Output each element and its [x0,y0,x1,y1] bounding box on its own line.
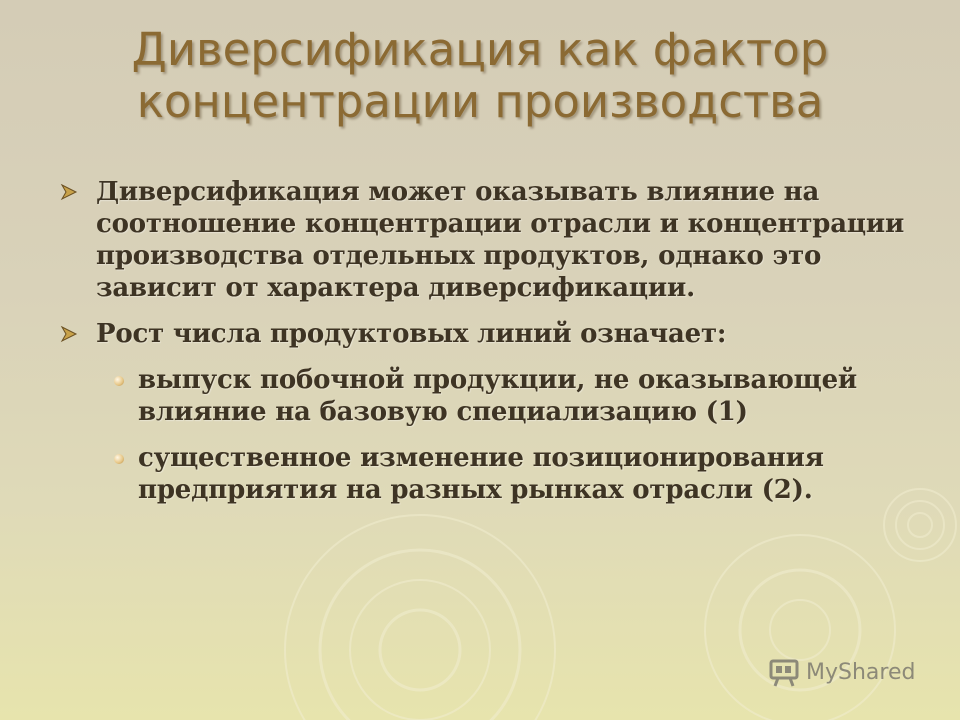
slide-title [40,24,920,128]
presentation-board-icon [768,656,800,688]
watermark-logo [768,654,915,690]
bullet-item [58,318,918,350]
bullet-item [58,176,918,304]
watermark-label: MyShared [806,659,916,685]
slide-title-line-2: концентрации производства [136,75,824,128]
bullet-text: Диверсификация может оказывать влияние на соотношение концентрации отрасли и концентрации производства отдельных продуктов, однако это зависит от характера диверсификации. [96,177,905,303]
dot-bullet-icon [114,376,124,386]
dot-bullet-icon [114,454,124,464]
bullet-text: Рост числа продуктовых линий означает: [96,319,727,349]
sub-bullet-text: выпуск побочной продукции, не оказывающей влияние на базовую специализацию (1) [138,365,858,427]
sub-bullet-item [138,442,918,506]
sub-bullet-text: существенное изменение позиционирования предприятия на разных рынках отрасли (2). [138,443,824,505]
slide-content [58,176,918,520]
arrow-bullet-icon [60,183,78,201]
arrow-bullet-icon [60,325,78,343]
sub-bullet-item [138,364,918,428]
slide-title-line-1: Диверсификация как фактор [131,23,829,76]
